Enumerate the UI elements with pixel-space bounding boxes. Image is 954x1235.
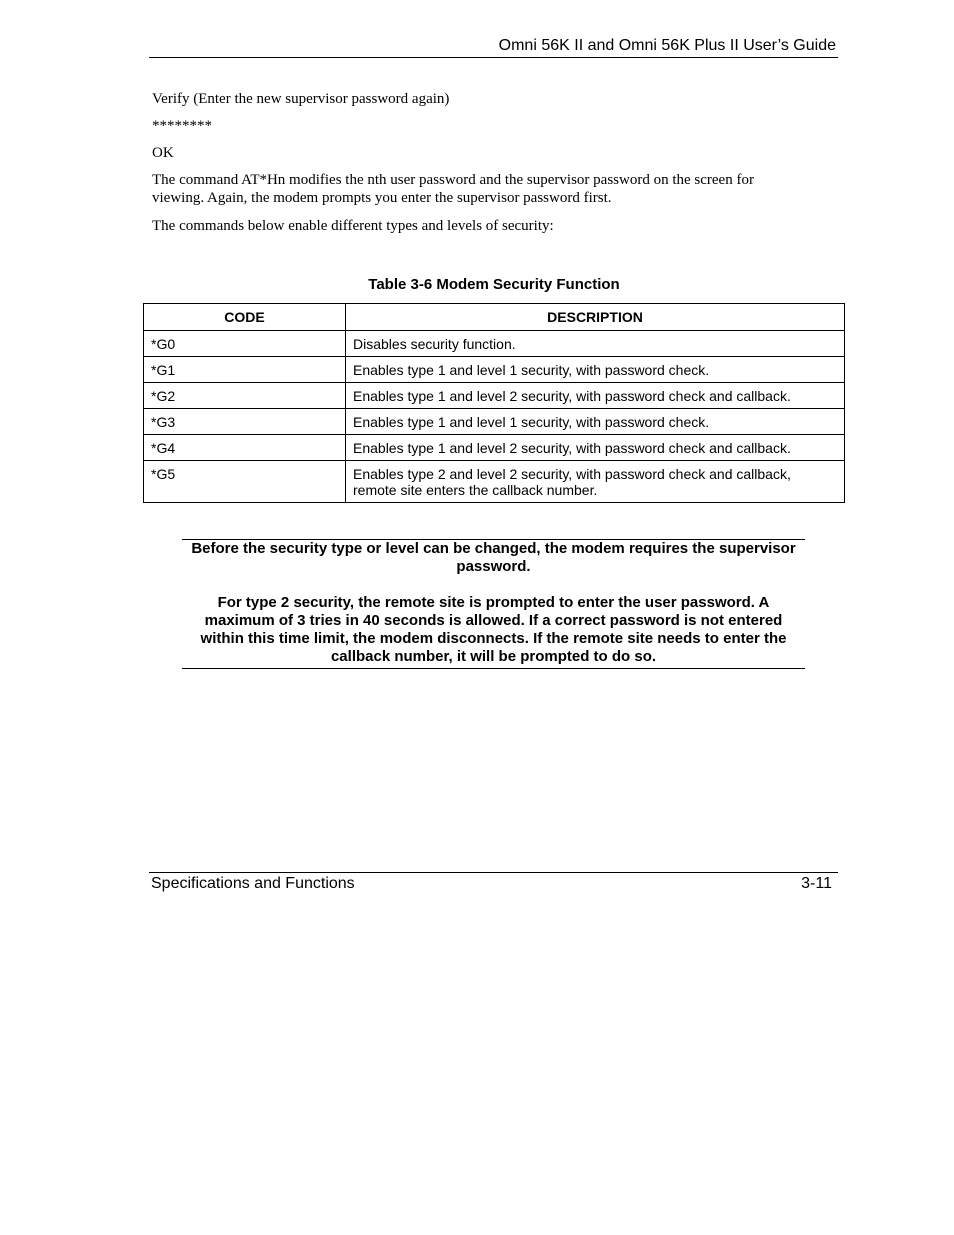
description-cell: Enables type 1 and level 2 security, with password check and callback. xyxy=(346,383,845,409)
header-rule xyxy=(149,57,838,58)
note-paragraph-type2: For type 2 security, the remote site is prompted to enter the user password. A maximum of 3 tries in 40 seconds is allowed. If a correct password is not entered within this time limit, the modem disconnects. If the remote site needs to enter the callback number, it will be prompted to do so. xyxy=(200,594,787,665)
description-cell: Enables type 1 and level 1 security, with password check. xyxy=(346,357,845,383)
password-mask: ******** xyxy=(152,118,212,134)
footer-page-number: 3-11 xyxy=(801,875,832,892)
command-paragraph: The command AT*Hn modifies the nth user password and the supervisor password on the screen for viewing. Again, the modem prompts you enter the supervisor password first. xyxy=(152,172,754,206)
table-row xyxy=(144,331,845,357)
verify-line: Verify (Enter the new supervisor password again) xyxy=(152,91,450,107)
table-row xyxy=(144,383,845,409)
note-paragraph-supervisor: Before the security type or level can be changed, the modem requires the supervisor password. xyxy=(191,540,796,575)
table-caption: Table 3-6 Modem Security Function xyxy=(368,276,620,293)
description-cell: Enables type 1 and level 1 security, with password check. xyxy=(346,409,845,435)
intro-paragraph: The commands below enable different types and levels of security: xyxy=(152,218,554,234)
column-header-code: CODE xyxy=(144,304,346,331)
column-header-description: DESCRIPTION xyxy=(346,304,845,331)
note-bottom-rule xyxy=(182,668,805,669)
table-row xyxy=(144,357,845,383)
security-function-table xyxy=(143,303,845,503)
table-row xyxy=(144,409,845,435)
code-cell: *G0 xyxy=(144,331,346,357)
description-cell: Enables type 1 and level 2 security, with password check and callback. xyxy=(346,435,845,461)
table-header-row xyxy=(144,304,845,331)
running-header: Omni 56K II and Omni 56K Plus II User’s Guide xyxy=(498,37,836,54)
table-row xyxy=(144,461,845,503)
code-cell: *G1 xyxy=(144,357,346,383)
table-row xyxy=(144,435,845,461)
code-cell: *G3 xyxy=(144,409,346,435)
footer-section-title: Specifications and Functions xyxy=(151,875,355,892)
code-cell: *G2 xyxy=(144,383,346,409)
description-cell: Disables security function. xyxy=(346,331,845,357)
description-cell: Enables type 2 and level 2 security, with password check and callback, remote site enters the callback number. xyxy=(346,461,845,503)
ok-line: OK xyxy=(152,145,174,161)
code-cell: *G5 xyxy=(144,461,346,503)
footer-rule xyxy=(149,872,838,873)
code-cell: *G4 xyxy=(144,435,346,461)
